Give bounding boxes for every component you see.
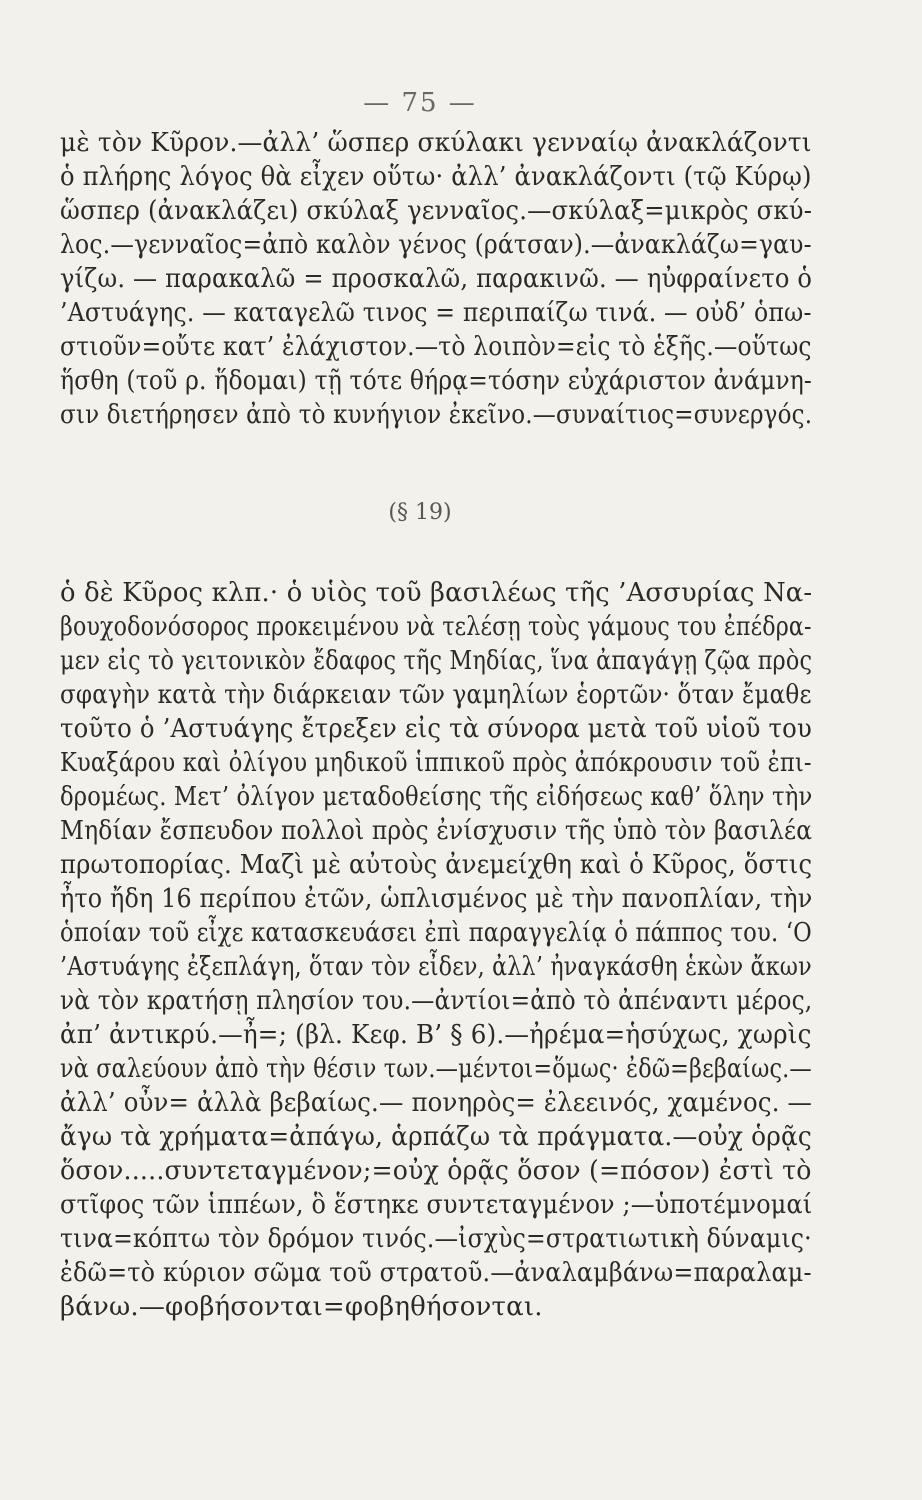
text-line: ’Αστυάγης. — καταγελῶ τινος = περιπαίζω τινά. — οὐδ’ ὁπω-	[60, 298, 812, 328]
text-line: σφαγὴν κατὰ τὴν διάρκειαν τῶν γαμηλίων ἑορτῶν· ὅταν ἔμαθε	[60, 680, 812, 710]
section-marker: (§ 19)	[388, 500, 452, 525]
text-line: ’Αστυάγης ἐξεπλάγη, ὅταν τὸν εἶδεν, ἀλλ’ ἠναγκάσθη ἑκὼν ἄκων	[60, 952, 812, 982]
text-line: ἥσθη (τοῦ ρ. ἥδομαι) τῇ τότε θήρᾳ=τόσην εὐχάριστον ἀνάμνη-	[60, 366, 812, 396]
text-line: σιν διετήρησεν ἀπὸ τὸ κυνήγιον ἐκεῖνο.—συναίτιος=συνεργός.	[60, 400, 813, 430]
text-line: ἀλλ’ οὖν= ἀλλὰ βεβαίως.— πονηρὸς= ἐλεεινός, χαμένος. —	[60, 1088, 813, 1118]
text-line: λος.—γενναῖος=ἀπὸ καλὸν γένος (ράτσαν).—ἀνακλάζω=γαυ-	[60, 230, 812, 260]
text-line: ὁποίαν τοῦ εἶχε κατασκευάσει ἐπὶ παραγγελίᾳ ὁ πάππος του. ‘Ο	[60, 918, 812, 948]
text-line: βουχοδονόσορος προκειμένου νὰ τελέσῃ τοὺς γάμους του ἐπέδρα-	[60, 612, 812, 642]
text-line: ἄγω τὰ χρήματα=ἀπάγω, ἁρπάζω τὰ πράγματα.—οὐχ ὁρᾷς	[60, 1122, 812, 1152]
text-line: ὁ δὲ Κῦρος κλπ.· ὁ υἱὸς τοῦ βασιλέως τῆς ’Ασσυρίας Να-	[60, 578, 813, 608]
text-line: ὥσπερ (ἀνακλάζει) σκύλαξ γενναῖος.—σκύλαξ=μικρὸς σκύ-	[60, 196, 813, 226]
text-line: πρωτοπορίας. Μαζὶ μὲ αὐτοὺς ἀνεμείχθη καὶ ὁ Κῦρος, ὅστις	[60, 850, 813, 880]
page-number: — 75 —	[363, 88, 477, 118]
text-line: γίζω. — παρακαλῶ = προσκαλῶ, παρακινῶ. — ηὐφραίνετο ὁ	[60, 264, 813, 294]
text-line: ὁ πλήρης λόγος θὰ εἶχεν οὕτω· ἀλλ’ ἀνακλάζοντι (τῷ Κύρῳ)	[60, 162, 812, 192]
text-line: στιοῦν=οὔτε κατ’ ἐλάχιστον.—τὸ λοιπὸν=εἰς τὸ ἑξῆς.—οὕτως	[60, 332, 812, 362]
text-line: τινα=κόπτω τὸν δρόμον τινός.—ἰσχὺς=στρατιωτικὴ δύναμις·	[60, 1224, 812, 1254]
text-line: βάνω.—φοβήσονται=φοβηθήσονται.	[60, 1292, 543, 1322]
text-line: στῖφος τῶν ἱππέων, ὃ ἕστηκε συντεταγμένον ;—ὑποτέμνομαί	[60, 1190, 813, 1220]
text-line: μεν εἰς τὸ γειτονικὸν ἔδαφος τῆς Μηδίας, ἵνα ἀπαγάγῃ ζῷα πρὸς	[60, 646, 813, 676]
text-line: δρομέως. Μετ’ ὀλίγον μεταδοθείσης τῆς εἰδήσεως καθ’ ὅλην τὴν	[60, 782, 813, 812]
text-line: νὰ τὸν κρατήσῃ πλησίον του.—ἀντίοι=ἀπὸ τὸ ἀπέναντι μέρος,	[60, 986, 813, 1016]
commentary-block-top	[60, 126, 812, 432]
text-line: ἐδῶ=τὸ κύριον σῶμα τοῦ στρατοῦ.—ἀναλαμβάνω=παραλαμ-	[60, 1258, 812, 1288]
text-line: Κυαξάρου καὶ ὀλίγου μηδικοῦ ἱππικοῦ πρὸς ἀπόκρουσιν τοῦ ἐπι-	[60, 748, 812, 778]
text-line: νὰ σαλεύουν ἀπὸ τὴν θέσιν των.—μέντοι=ὅμως· ἐδῶ=βεβαίως.—	[60, 1054, 812, 1084]
text-line: τοῦτο ὁ ’Αστυάγης ἔτρεξεν εἰς τὰ σύνορα μετὰ τοῦ υἱοῦ του	[60, 714, 812, 744]
text-line: ἀπ’ ἀντικρύ.—ἦ=; (βλ. Κεφ. Β’ § 6).—ἠρέμα=ἡσύχως, χωρὶς	[60, 1020, 812, 1050]
commentary-block-bottom	[60, 576, 812, 1324]
text-line: μὲ τὸν Κῦρον.—ἀλλ’ ὥσπερ σκύλακι γενναίῳ ἀνακλάζοντι	[60, 128, 812, 158]
text-line: ὅσον.....συντεταγμένον;=οὐχ ὁρᾷς ὅσον (=πόσον) ἐστὶ τὸ	[60, 1156, 812, 1186]
text-line: Μηδίαν ἔσπευδον πολλοὶ πρὸς ἐνίσχυσιν τῆς ὑπὸ τὸν βασιλέα	[60, 816, 813, 846]
text-line: ἦτο ἤδη 16 περίπου ἐτῶν, ὡπλισμένος μὲ τὴν πανοπλίαν, τὴν	[60, 884, 813, 914]
